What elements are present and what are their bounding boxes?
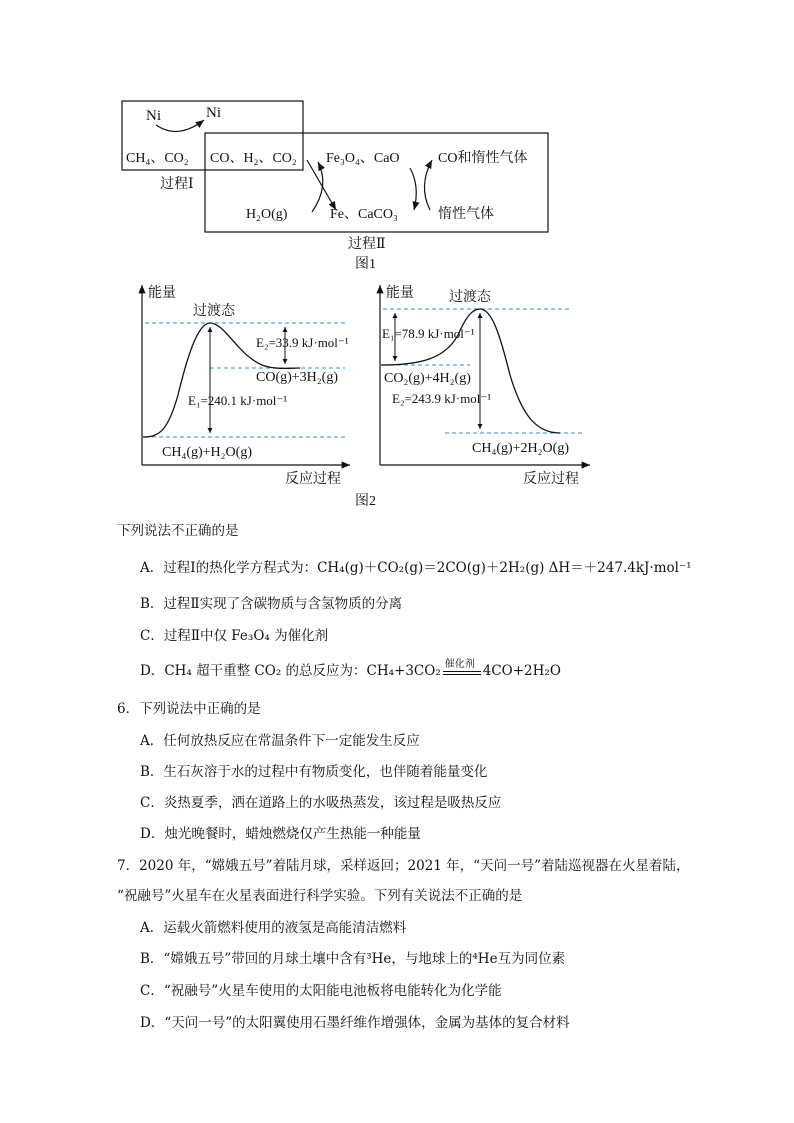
cross-arrow-4 [424, 160, 432, 210]
q5-option-d [140, 659, 561, 679]
process-2-label: 过程Ⅱ [348, 237, 386, 252]
process-2-bottom-middle: Fe、CaCO₃ [330, 207, 398, 222]
q5-stem: 下列说法不正确的是 [117, 523, 239, 539]
figure-1-caption: 图1 [355, 257, 376, 272]
left-reactant: CH₄(g)+H₂O(g) [162, 445, 252, 460]
q5-option-d-lhs: D．CH₄ 超干重整 CO₂ 的总反应为：CH₄+3CO₂ [140, 663, 441, 679]
right-e2-label: E₂=243.9 kJ·mol⁻¹ [392, 391, 492, 406]
q6-option-d: D．烛光晚餐时，蜡烛燃烧仅产生热能一种能量 [140, 826, 421, 842]
catalyst-label: 催化剂 [444, 658, 475, 670]
catalyst-arrow [441, 658, 483, 679]
q7-stem-line-1: 7．2020 年，“嫦娥五号”着陆月球，采样返回；2021 年，“天问一号”着陆巡视器在火星着陆， [117, 858, 690, 874]
q5-option-c: C．过程Ⅱ中仅 Fe₃O₄ 为催化剂 [140, 628, 329, 644]
ni-out: Ni [206, 105, 221, 121]
left-energy-diagram [142, 284, 350, 487]
left-e1-label: E₁=240.1 kJ·mol⁻¹ [188, 393, 288, 408]
right-y-axis-label: 能量 [386, 286, 414, 301]
q6-stem: 6．下列说法中正确的是 [117, 701, 261, 717]
q7-option-d: D．“天问一号”的太阳翼使用石墨纤维作增强体，金属为基体的复合材料 [140, 1015, 570, 1031]
q6-option-a: A．任何放热反应在常温条件下一定能发生反应 [140, 733, 420, 749]
process-1-label: 过程Ⅰ [160, 177, 194, 192]
left-x-axis-label: 反应过程 [285, 472, 341, 487]
q7-option-a: A．运载火箭燃料使用的液氢是高能清洁燃料 [140, 920, 407, 936]
right-ts-label: 过渡态 [449, 290, 491, 305]
q7-option-c: C．“祝融号”火星车使用的太阳能电池板将电能转化为化学能 [140, 983, 502, 999]
q7-option-b: B．“嫦娥五号”带回的月球土壤中含有³He，与地球上的⁴He互为同位素 [140, 951, 566, 967]
process-2-bottom-left: H₂O(g) [246, 207, 288, 222]
process-2-top-middle: Fe₃O₄、CaO [326, 151, 400, 166]
figure-2 [0, 275, 794, 515]
process-2-bottom-right: 惰性气体 [438, 207, 494, 222]
right-x-axis-label: 反应过程 [523, 472, 579, 487]
left-e2-label: E₂=33.9 kJ·mol⁻¹ [256, 335, 349, 350]
q5-option-d-rhs: 4CO+2H₂O [482, 663, 561, 679]
cross-arrow-3 [410, 168, 416, 210]
q5-option-b: B．过程Ⅱ实现了含碳物质与含氢物质的分离 [140, 596, 403, 612]
figure-2-caption: 图2 [355, 494, 376, 509]
cross-arrow-1 [307, 160, 336, 210]
left-ts-label: 过渡态 [193, 304, 235, 319]
process-1-reactants: CH₄、CO₂ [126, 151, 189, 166]
right-e1-label: E₁=78.9 kJ·mol⁻¹ [382, 326, 475, 341]
right-energy-diagram [380, 284, 590, 487]
ni-in: Ni [146, 108, 161, 124]
ni-arrow [156, 120, 204, 131]
q6-option-c: C．炎热夏季，洒在道路上的水吸热蒸发，该过程是吸热反应 [140, 795, 502, 811]
q5-option-a: A．过程Ⅰ的热化学方程式为：CH₄(g)＋CO₂(g)＝2CO(g)＋2H₂(g) ΔH＝＋247.4kJ·mol⁻¹ [140, 560, 692, 576]
process-2-top-right: CO和惰性气体 [438, 151, 528, 166]
left-product: CO(g)+3H₂(g) [256, 370, 338, 385]
q7-stem-line-2: “祝融号”火星车在火星表面进行科学实验。下列有关说法不正确的是 [117, 888, 523, 904]
left-y-axis-label: 能量 [148, 286, 176, 301]
right-reactant: CO₂(g)+4H₂(g) [384, 371, 471, 386]
cross-arrow-2 [312, 162, 323, 212]
figure-1 [0, 0, 794, 275]
process-2-species: CO、H₂、CO₂ [210, 151, 297, 166]
q6-option-b: B．生石灰溶于水的过程中有物质变化，也伴随着能量变化 [140, 764, 488, 780]
right-product: CH₄(g)+2H₂O(g) [472, 441, 569, 456]
